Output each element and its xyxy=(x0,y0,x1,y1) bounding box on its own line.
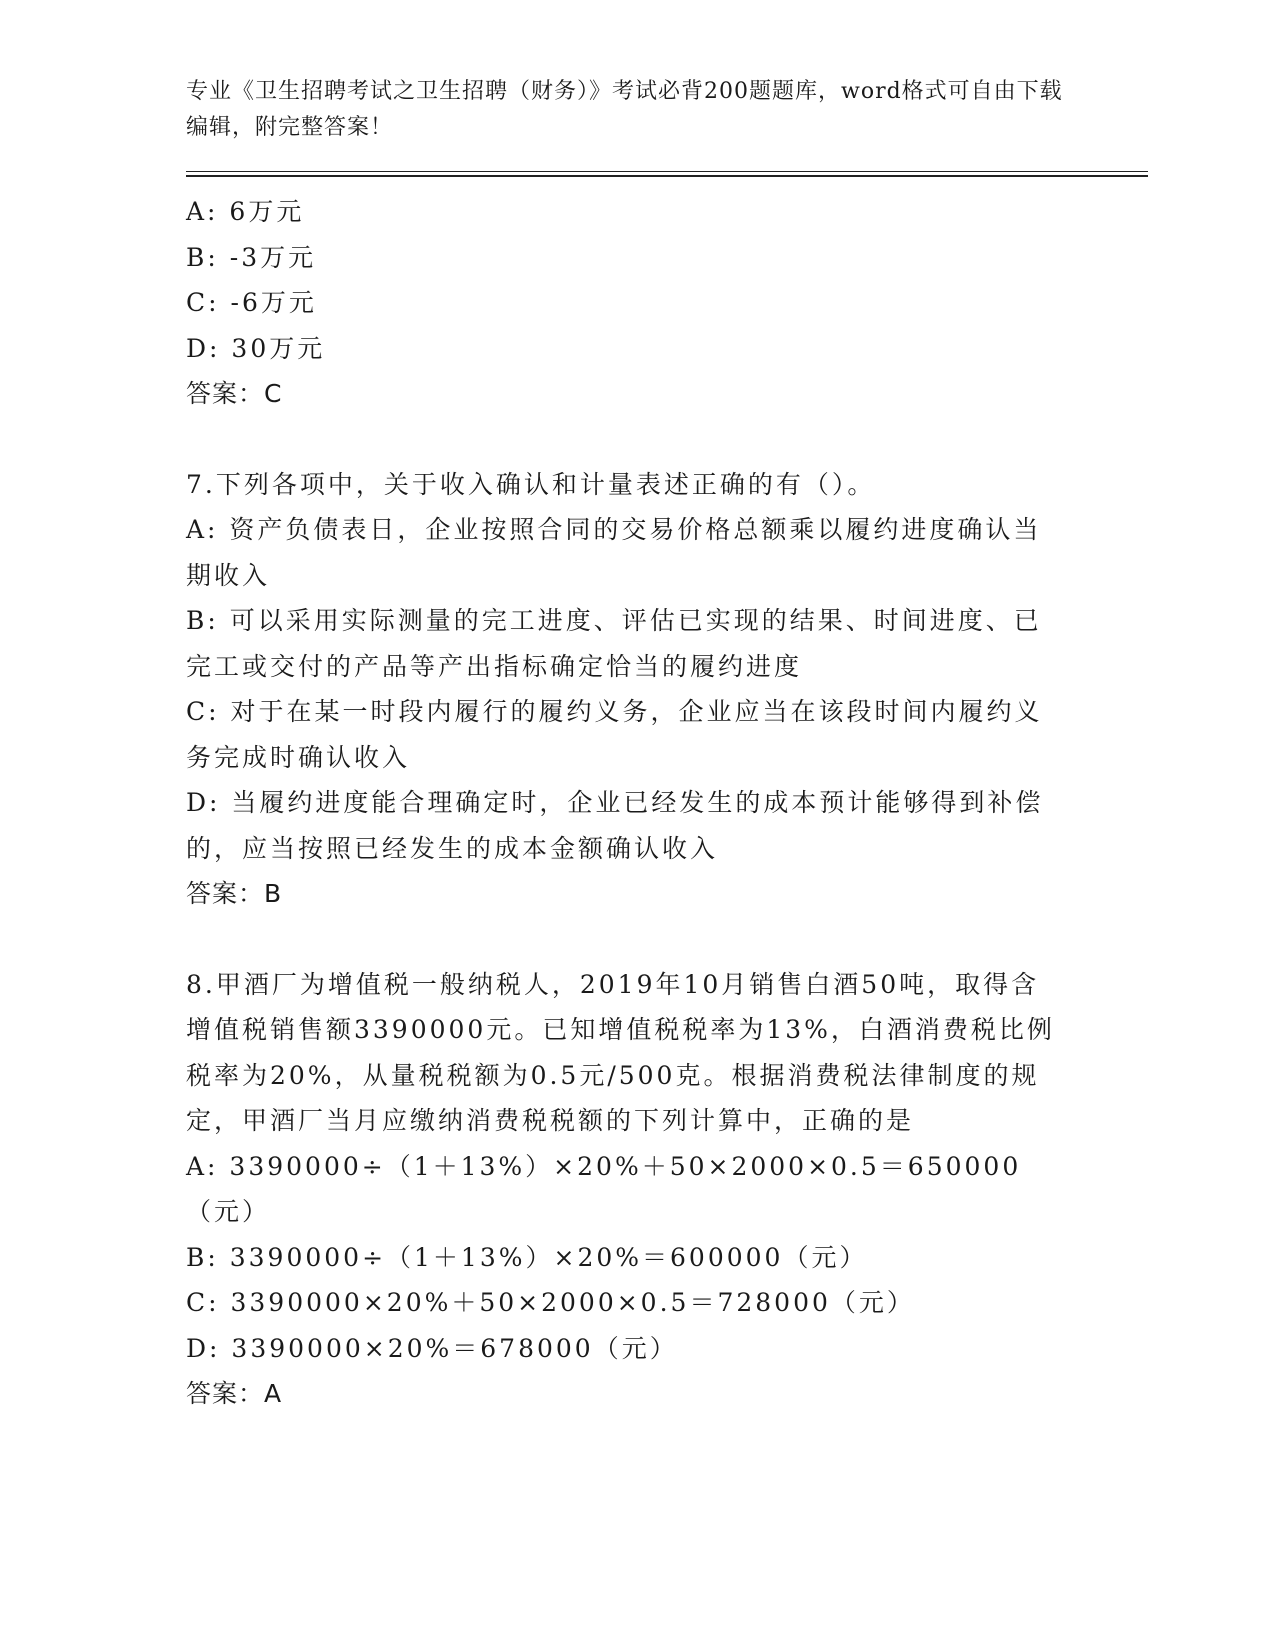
spacer xyxy=(186,917,1066,962)
spacer xyxy=(186,417,1066,462)
option-d: D: 30万元 xyxy=(186,333,326,363)
option-b-continued: 完工或交付的产品等产出指标确定恰当的履约进度 xyxy=(186,651,803,681)
option-c: C: 3390000×20%＋50×2000×0.5＝728000（元） xyxy=(186,1288,915,1317)
option-c: C: -6万元 xyxy=(186,288,317,317)
question-stem: 8.甲酒厂为增值税一般纳税人，2019年10月销售白酒50吨，取得含 xyxy=(186,969,1040,999)
option-b: B: 可以采用实际测量的完工进度、评估已实现的结果、时间进度、已 xyxy=(186,606,1042,635)
option-b: B: -3万元 xyxy=(186,242,317,272)
option-d: D: 当履约进度能合理确定时，企业已经发生的成本预计能够得到补偿 xyxy=(186,788,1044,817)
option-a: A: 3390000÷（1＋13%）×20%＋50×2000×0.5＝650000（元） xyxy=(186,1151,1022,1226)
option-d-continued: 的，应当按照已经发生的成本金额确认收入 xyxy=(186,833,719,863)
header-divider-thick xyxy=(186,175,1148,177)
answer-label: 答案：B xyxy=(186,879,283,908)
option-c: C: 对于在某一时段内履行的履约义务，企业应当在该段时间内履约义 xyxy=(186,697,1043,726)
answer-label: 答案：A xyxy=(186,1379,283,1408)
question-stem-continued: 定，甲酒厂当月应缴纳消费税税额的下列计算中，正确的是 xyxy=(186,1106,915,1135)
document-body xyxy=(186,189,1066,1417)
answer-label: 答案：C xyxy=(186,379,283,408)
question-7 xyxy=(186,462,1066,917)
question-stem-continued: 税率为20%，从量税税额为0.5元/500克。根据消费税法律制度的规 xyxy=(186,1060,1040,1090)
header-divider-thin xyxy=(186,171,1148,172)
question-8 xyxy=(186,962,1066,1417)
question-stem: 7.下列各项中，关于收入确认和计量表述正确的有（）。 xyxy=(186,469,876,499)
option-a-continued: 期收入 xyxy=(186,560,271,590)
option-c-continued: 务完成时确认收入 xyxy=(186,742,411,772)
question-stem-continued: 增值税销售额3390000元。已知增值税税率为13%，白酒消费税比例 xyxy=(186,1015,1055,1044)
option-b: B: 3390000÷（1＋13%）×20%＝600000（元） xyxy=(186,1242,868,1272)
question-6 xyxy=(186,189,1066,417)
option-d: D: 3390000×20%＝678000（元） xyxy=(186,1333,678,1363)
option-a: A: 6万元 xyxy=(186,197,305,226)
option-a: A: 资产负债表日，企业按照合同的交易价格总额乘以履约进度确认当 xyxy=(186,515,1042,544)
document-header: 专业《卫生招聘考试之卫生招聘（财务）》考试必背200题题库，word格式可自由下载编辑，附完整答案！ xyxy=(186,79,1063,140)
